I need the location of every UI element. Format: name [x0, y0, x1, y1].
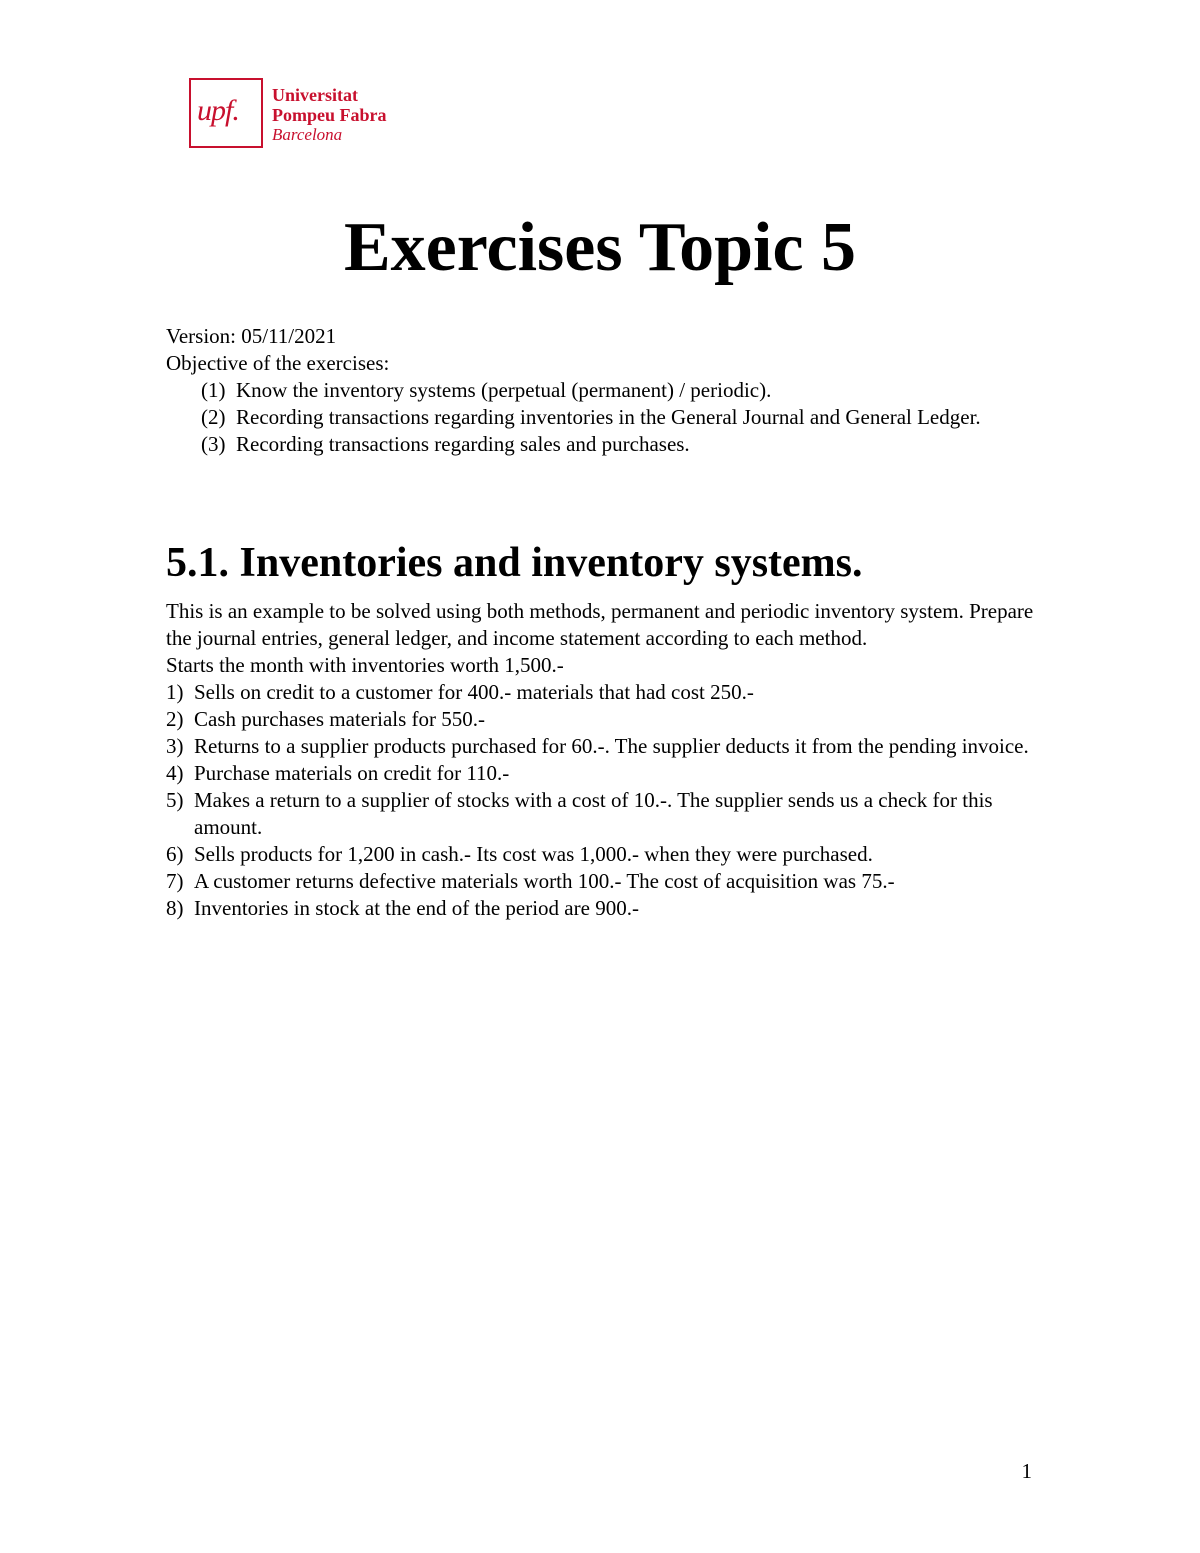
objectives-list — [166, 377, 1046, 458]
transaction-text: Sells on credit to a customer for 400.- materials that had cost 250.- — [194, 680, 754, 704]
transaction-text: Makes a return to a supplier of stocks with a cost of 10.-. The supplier sends us a check for this amount. — [194, 788, 993, 839]
transaction-text: Sells products for 1,200 in cash.- Its cost was 1,000.- when they were purchased. — [194, 842, 873, 866]
objective-number: (1) — [201, 378, 226, 402]
transaction-item — [166, 760, 1046, 787]
page-number: 1 — [1021, 1459, 1032, 1483]
transaction-number: 5) — [166, 788, 184, 812]
section-heading: 5.1. Inventories and inventory systems. — [166, 540, 863, 586]
section-body — [166, 598, 1046, 922]
transaction-item — [166, 868, 1046, 895]
logo-line-universitat: Universitat — [272, 85, 358, 105]
transaction-item — [166, 706, 1046, 733]
transaction-number: 7) — [166, 869, 184, 893]
objective-number: (3) — [201, 432, 226, 456]
transaction-item — [166, 679, 1046, 706]
transaction-item — [166, 787, 1046, 841]
objective-label: Objective of the exercises: — [166, 351, 390, 375]
transactions-list — [166, 679, 1046, 922]
transaction-number: 6) — [166, 842, 184, 866]
logo-line-barcelona: Barcelona — [272, 125, 343, 144]
university-logo — [189, 78, 421, 152]
objective-item — [166, 377, 1046, 404]
transaction-item — [166, 895, 1046, 922]
logo-wordmark — [272, 85, 387, 145]
transaction-number: 4) — [166, 761, 184, 785]
objective-text: Recording transactions regarding sales and purchases. — [236, 432, 690, 456]
objective-item — [166, 431, 1046, 458]
objective-number: (2) — [201, 405, 226, 429]
transaction-text: Cash purchases materials for 550.- — [194, 707, 485, 731]
objective-item — [166, 404, 1046, 431]
transaction-number: 8) — [166, 896, 184, 920]
section-intro: This is an example to be solved using both methods, permanent and periodic inventory system. Prepare the journal entries, general ledger, and income statement according to each method. — [166, 599, 1034, 650]
transaction-text: Inventories in stock at the end of the period are 900.- — [194, 896, 639, 920]
transaction-number: 1) — [166, 680, 184, 704]
transaction-item — [166, 733, 1046, 760]
page-title: Exercises Topic 5 — [343, 209, 857, 286]
objective-text: Recording transactions regarding inventories in the General Journal and General Ledger. — [236, 405, 981, 429]
transaction-text: A customer returns defective materials worth 100.- The cost of acquisition was 75.- — [194, 869, 895, 893]
transaction-item — [166, 841, 1046, 868]
version-line: Version: 05/11/2021 — [166, 324, 337, 348]
logo-line-pompeu-fabra: Pompeu Fabra — [272, 105, 387, 125]
transaction-number: 3) — [166, 734, 184, 758]
transaction-number: 2) — [166, 707, 184, 731]
objective-text: Know the inventory systems (perpetual (permanent) / periodic). — [236, 378, 772, 402]
logo-mark: upf. — [197, 94, 239, 127]
transaction-text: Purchase materials on credit for 110.- — [194, 761, 510, 785]
section-start-line: Starts the month with inventories worth 1,500.- — [166, 653, 564, 677]
document-meta — [166, 323, 1046, 458]
transaction-text: Returns to a supplier products purchased for 60.-. The supplier deducts it from the pending invoice. — [194, 734, 1029, 758]
logo-mark-box — [189, 78, 263, 148]
